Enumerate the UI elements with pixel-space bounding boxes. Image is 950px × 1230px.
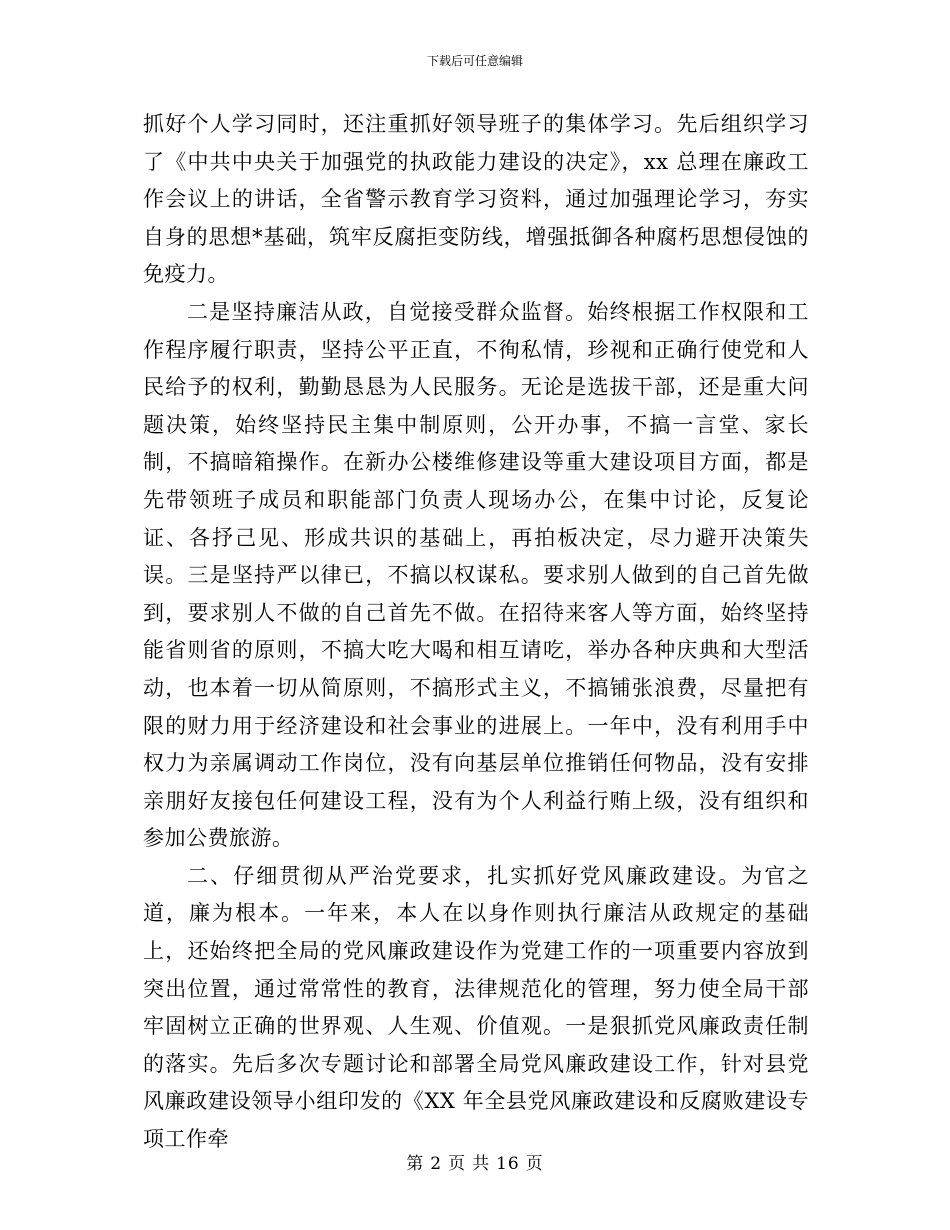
footer-label-total: 共 [472,1154,491,1174]
page-header: 下载后可任意编辑 [426,54,523,68]
document-body [143,106,809,1159]
footer-label-suffix: 页 [525,1154,544,1174]
paragraph-3: 二、仔细贯彻从严治党要求，扎实抓好党风廉政建设。为官之道，廉为根本。一年来，本人在以身作则执行廉洁从政规定的基础上，还始终把全局的党风廉政建设作为党建工作的一项重要内容放到突出位置，通过常常性的教育，法律规范化的管理，努力使全局干部牢固树立正确的世界观、人生观、价值观。一是狠抓党风廉政责任制的落实。先后多次专题讨论和部署全局党风廉政建设工作，针对县党风廉政建设领导小组印发的《XX 年全县党风廉政建设和反腐败建设专项工作牵 [143,863,809,1152]
paragraph-2: 二是坚持廉洁从政，自觉接受群众监督。始终根据工作权限和工作程序履行职责，坚持公平正直，不徇私情，珍视和正确行使党和人民给予的权利，勤勤恳恳为人民服务。无论是选拔干部，还是重大问题决策，始终坚持民主集中制原则，公开办事，不搞一言堂、家长制，不搞暗箱操作。在新办公楼维修建设等重大建设项目方面，都是先带领班子成员和职能部门负责人现场办公，在集中讨论，反复论证、各抒己见、形成共识的基础上，再拍板决定，尽力避开决策失误。三是坚持严以律已，不搞以权谋私。要求别人做到的自己首先做到，要求别人不做的自己首先不做。在招待来客人等方面，始终坚持能省则省的原则，不搞大吃大喝和相互请吃，举办各种庆典和大型活动，也本着一切从简原则，不搞形式主义，不搞铺张浪费，尽量把有限的财力用于经济建设和社会事业的进展上。一年中，没有利用手中权力为亲属调动工作岗位，没有向基层单位推销任何物品，没有安排亲朋好友接包任何建设工程，没有为个人利益行贿上级，没有组织和参加公费旅游。 [143,299,809,851]
footer-label-middle: 页 [448,1154,467,1174]
footer-page-number: 2 [430,1154,443,1174]
page-footer [0,1153,950,1175]
paragraph-1: 抓好个人学习同时，还注重抓好领导班子的集体学习。先后组织学习了《中共中央关于加强党的执政能力建设的决定》，xx 总理在廉政工作会议上的讲话，全省警示教育学习资料，通过加强理论学习，夯实自身的思想*基础，筑牢反腐拒变防线，增强抵御各种腐朽思想侵蚀的免疫力。 [143,112,809,287]
footer-label-prefix: 第 [406,1154,425,1174]
footer-total-pages: 16 [496,1154,520,1174]
